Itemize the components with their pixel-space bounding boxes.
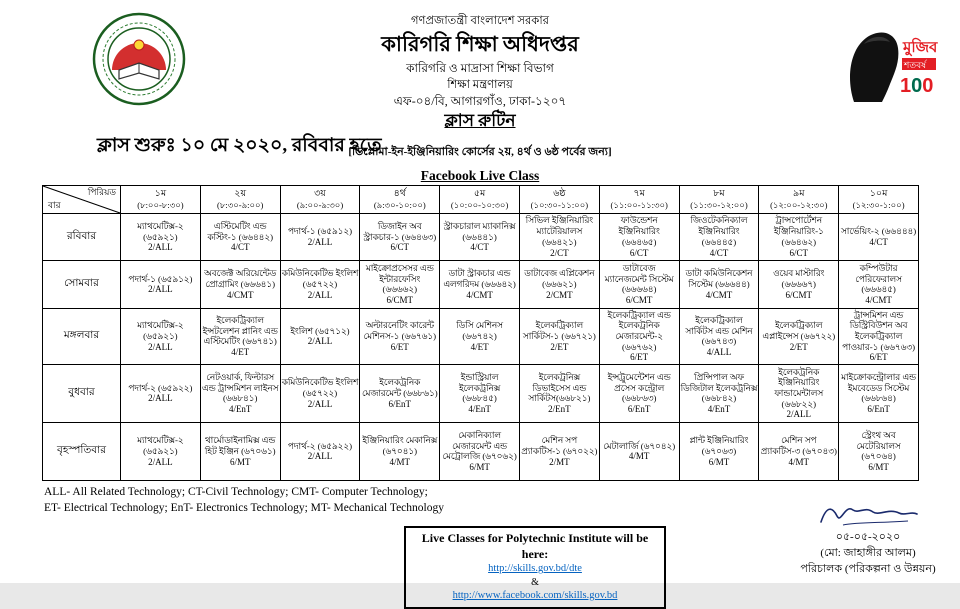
period-header-cell: [599, 186, 679, 214]
class-subject: ইলেকট্রিক্যাল ইন্সটলেশন প্লানিং এন্ড এস্টিমেটিং (৬৬৭৪১): [202, 314, 278, 347]
period-header-cell: [360, 186, 440, 214]
period-time: (১০:০০-১০:৩০): [450, 200, 509, 211]
period-time: (৮:৩০-৯:০০): [217, 200, 264, 211]
class-group: 4/CT: [709, 247, 729, 258]
class-group: 6/ET: [630, 352, 649, 363]
period-header-cell: [280, 186, 360, 214]
period-name: ১০ম: [869, 188, 888, 199]
class-group: 2/ALL: [307, 451, 333, 462]
class-group: 2/ALL: [307, 398, 333, 409]
routine-table: [42, 185, 919, 481]
period-name: ৩য়: [314, 188, 326, 199]
period-name: ৯ম: [793, 188, 805, 199]
period-time: (১০:৩০-১১:০০): [530, 200, 589, 211]
class-subject: মেটালার্জি (৬৭০৪২): [603, 440, 676, 451]
signatory-designation: পরিচালক (পরিকল্পনা ও উন্নয়ন): [800, 562, 936, 575]
class-cell: [839, 423, 919, 481]
class-cell: [599, 214, 679, 261]
day-cell: বুধবার: [43, 365, 121, 423]
class-subject: প্রিন্সিপাল অফ ডিজিটাল ইলেকট্রনিক্স (৬৬৮৪২): [680, 371, 758, 404]
day-row: [43, 261, 919, 309]
class-cell: [280, 214, 360, 261]
class-cell: [759, 214, 839, 261]
class-cell: [360, 365, 440, 423]
class-group: 6/MT: [708, 456, 730, 467]
class-subject: ইন্ডাস্ট্রিয়াল ইলেকট্রনিক্স (৬৬৮৪৫): [458, 371, 501, 404]
class-subject: ডাটা স্ট্রাকচার এন্ড এলগরিদম (৬৬৬৪২): [443, 268, 516, 290]
class-group: 4/CMT: [466, 289, 493, 300]
class-subject: জিওটেকনিক্যাল ইঞ্জিনিয়ারিং (৬৬৪৪৫): [690, 215, 748, 247]
class-cell: [360, 423, 440, 481]
class-group: 2/ALL: [786, 409, 812, 420]
class-subject: অবজেক্ট অরিয়েন্টেড প্রোগ্রামিং (৬৬৬৪১): [204, 268, 277, 290]
class-cell: [121, 261, 201, 309]
class-cell: [679, 309, 759, 365]
class-group: 6/CT: [789, 247, 809, 258]
class-subject: ডাটাবেজ ম্যানেজমেন্ট সিস্টেম (৬৬৬৬৪): [604, 262, 674, 295]
class-cell: [599, 261, 679, 309]
period-time: (১১:৩০-১২:০০): [690, 200, 748, 211]
class-subject: ম্যাথমেটিক্স-২ (৬৫৯২১): [137, 320, 184, 342]
class-group: 2/ET: [550, 341, 569, 352]
class-subject: মেকানিক্যাল মেজারমেন্ট এন্ড মেট্রোলজি (৬৭০৬২): [442, 429, 517, 462]
class-group: 4/MT: [788, 456, 810, 467]
class-group: 4/CMT: [705, 289, 733, 300]
class-subject: ট্রান্সপোর্টেশন ইঞ্জিনিয়ারিং-১ (৬৬৪৬২): [773, 215, 824, 247]
class-cell: [599, 423, 679, 481]
gov-line-3: কারিগরি ও মাদ্রাসা শিক্ষা বিভাগ: [406, 61, 554, 76]
class-cell: [839, 261, 919, 309]
day-row: [43, 309, 919, 365]
class-subject: ম্যাথমেটিক্স-২ (৬৫৯২১): [137, 435, 184, 457]
class-cell: [200, 214, 280, 261]
facebook-live-label: Facebook Live Class: [420, 168, 540, 183]
class-subject: পদার্থ-২ (৬৫৯২২): [128, 382, 193, 393]
gov-header: [0, 14, 960, 109]
class-group: 6/MT: [229, 456, 251, 467]
class-subject: সিভিল ইঞ্জিনিয়ারিং ম্যাটেরিয়ালস (৬৬৪২১): [525, 215, 594, 247]
class-subject: মাইক্রোকন্ট্রোলার এন্ড ইমবেডেড সিস্টেম (৬৬৮৬৪): [841, 371, 917, 404]
class-cell: [200, 309, 280, 365]
class-cell: [519, 365, 599, 423]
legend-line-2: ET- Electrical Technology; EnT- Electronics Technology; MT- Mechanical Technology: [44, 502, 444, 515]
technology-legend: [44, 484, 444, 516]
class-group: 6/EnT: [867, 404, 890, 415]
class-group: 4/MT: [389, 456, 411, 467]
class-group: 6/ET: [390, 341, 409, 352]
period-name: ৭ম: [633, 188, 645, 199]
class-group: 2/ALL: [307, 236, 333, 247]
period-time: (৯:০০-৯:৩০): [296, 200, 344, 211]
class-group: 4/EnT: [707, 404, 731, 415]
class-subject: ইলেকট্রনিক মেজারমেন্ট (৬৬৮৬১): [361, 377, 438, 399]
class-cell: [200, 261, 280, 309]
class-group: 4/MT: [628, 451, 650, 462]
class-subject: সার্ভেয়িং-২ (৬৬৪৪৪): [840, 226, 917, 237]
period-header-cell: [200, 186, 280, 214]
class-subject: ইলেকট্রিক্যাল এপ্লাইন্সেস (৬৬৭২২): [762, 320, 836, 342]
period-header-cell: [121, 186, 201, 214]
class-cell: [360, 214, 440, 261]
period-name: ৪র্থ: [393, 188, 406, 199]
class-cell: [519, 261, 599, 309]
class-cell: [759, 261, 839, 309]
svg-text:100: 100: [900, 75, 934, 97]
class-cell: [519, 214, 599, 261]
class-subject: ডিজাইন অব স্ট্রাকচার-১ (৬৬৪৬৩): [363, 220, 437, 242]
class-cell: [519, 309, 599, 365]
period-time: (১২:৩০-১:০০): [852, 200, 905, 211]
class-group: 6/CT: [629, 247, 649, 258]
class-cell: [280, 423, 360, 481]
class-subject: মেশিন সপ প্র্যাকটিস-৩ (৬৭০৪৩): [760, 435, 837, 457]
class-subject: অল্টারনেটিং কারেন্ট মেশিনস-১ (৬৬৭৬১): [363, 320, 437, 342]
class-group: 2/EnT: [548, 404, 571, 415]
skills-dte-link[interactable]: http://skills.gov.bd/dte: [488, 563, 582, 575]
period-name: ৬ষ্ঠ: [553, 188, 566, 199]
class-group: 4/CT: [869, 236, 888, 247]
day-cell: রবিবার: [43, 214, 121, 261]
class-subject: এস্টিমেটিং এন্ড কস্টিং-১ (৬৬৪৪২): [207, 220, 274, 242]
class-group: 6/CMT: [386, 295, 414, 306]
gov-line-4: শিক্ষা মন্ত্রণালয়: [447, 78, 513, 91]
class-cell: [360, 309, 440, 365]
class-subject: ইলেকট্রিক্যাল সার্কিটস এন্ড মেশিন (৬৬৭৪৩): [685, 314, 753, 347]
signatory-name: (মো: জাহাঙ্গীর আলম): [820, 546, 916, 559]
class-subject: ওয়েব মাস্টারিং (৬৬৬৬৭): [773, 268, 825, 290]
class-cell: [440, 365, 520, 423]
class-subject: ইলেকট্রিক্যাল এন্ড ইলেকট্রনিক মেজারমেন্ট-২ (৬৬৭৬২): [607, 309, 671, 352]
gov-address: এফ-০৪/বি, আগারগাঁও, ঢাকা-১২০৭: [393, 93, 567, 108]
class-subject: ইংলিশ (৬৫৭১২): [290, 325, 350, 336]
class-cell: [759, 423, 839, 481]
class-subject: কম্পিউটার পেরিফেরালস (৬৬৬৪৫): [855, 262, 902, 295]
legend-line-1: ALL- All Related Technology; CT-Civil Technology; CMT- Computer Technology;: [44, 486, 428, 498]
class-group: 4/EnT: [228, 404, 252, 415]
period-header-cell: [839, 186, 919, 214]
class-group: 6/EnT: [388, 398, 412, 409]
class-cell: [360, 261, 440, 309]
day-cell: সোমবার: [43, 261, 121, 309]
day-row: [43, 365, 919, 423]
period-time: (৯:৩০-১০:০০): [373, 200, 426, 211]
corner-period-label: পিরিয়ড: [87, 187, 116, 197]
class-cell: [839, 309, 919, 365]
class-group: 2/CMT: [546, 289, 573, 300]
class-group: 4/CT: [470, 242, 489, 253]
signature-block: [782, 498, 954, 578]
class-cell: [121, 365, 201, 423]
class-subject: ইলেকট্রনিক্স ডিভাইসেস এন্ড সার্কিটস(৬৬৮২১): [528, 371, 591, 404]
gov-line-1: গণপ্রজাতন্ত্রী বাংলাদেশ সরকার: [410, 15, 550, 27]
class-group: 2/ALL: [307, 289, 333, 300]
class-cell: [839, 365, 919, 423]
class-subject: নেটওয়ার্ক, ফিল্টারস এন্ড ট্রান্সমিশন লাইনস (৬৬৮৪১): [201, 371, 279, 404]
class-subject: স্ট্রাকচারাল ম্যাকানিক্স (৬৬৪৪১): [443, 220, 516, 242]
class-subject: ম্যাথমেটিক্স-২ (৬৫৯২১): [137, 220, 184, 242]
class-cell: [599, 309, 679, 365]
class-group: 2/ALL: [148, 341, 173, 352]
class-cell: [679, 365, 759, 423]
class-cell: [121, 309, 201, 365]
corner-day-label: বার: [48, 200, 61, 211]
period-time: (১২:০০-১২:৩০): [770, 200, 828, 211]
routine-title: ক্লাস রুটিন: [444, 111, 516, 130]
class-subject: মেশিন সপ প্র্যাকটিস-১ (৬৭০২২): [521, 435, 598, 457]
class-cell: [679, 423, 759, 481]
class-subject: ডাটাবেজ এপ্লিকেশন (৬৬৬২১): [524, 268, 595, 290]
course-note: [ডিপ্লোমা-ইন-ইঞ্জিনিয়ারিং কোর্সের ২য়, ৪র্থ ও ৬ষ্ঠ পর্বের জন্য]: [348, 146, 612, 158]
class-subject: ইন্সট্রুমেন্টেশন এন্ড প্রসেস কন্ট্রোল (৬৬৮৬৩): [607, 371, 671, 404]
class-group: 4/ET: [470, 341, 489, 352]
ampersand-text: &: [531, 576, 539, 588]
class-subject: ইলেকট্রনিক ইঞ্জিনিয়ারিং ফান্ডামেন্টালস (৬৬৮২২): [774, 366, 824, 409]
class-cell: [440, 261, 520, 309]
class-cell: [121, 214, 201, 261]
live-classes-title: Live Classes for Polytechnic Institute will be here:: [421, 531, 649, 561]
class-group: 2/ALL: [307, 336, 333, 347]
class-cell: [440, 423, 520, 481]
class-group: 4/ALL: [706, 347, 732, 358]
day-cell: বৃহস্পতিবার: [43, 423, 121, 481]
class-subject: ডাটা কমিউনিকেশন সিস্টেম (৬৬৬৪৪): [685, 268, 753, 290]
class-cell: [280, 309, 360, 365]
class-cell: [839, 214, 919, 261]
day-row: [43, 214, 919, 261]
facebook-skills-link[interactable]: http://www.facebook.com/skills.gov.bd: [452, 589, 618, 601]
period-header-cell: [440, 186, 520, 214]
class-subject: ডিসি মেশিনস (৬৬৭৪২): [456, 320, 503, 342]
period-header-cell: [519, 186, 599, 214]
class-group: 2/ALL: [148, 284, 173, 295]
directorate-title: কারিগরি শিক্ষা অধিদপ্তর: [381, 31, 579, 56]
class-cell: [280, 261, 360, 309]
day-cell: মঙ্গলবার: [43, 309, 121, 365]
class-subject: কমিউনিকেটিভ ইংলিশ (৬৫৭২২): [281, 268, 359, 290]
class-subject: ফাউন্ডেশন ইঞ্জিনিয়ারিং (৬৬৪৬৫): [618, 215, 660, 247]
period-time: (৮:০০-৮:৩০): [137, 200, 184, 211]
class-cell: [440, 309, 520, 365]
class-cell: [440, 214, 520, 261]
class-group: 4/ET: [231, 347, 250, 358]
class-group: 6/ET: [869, 352, 888, 363]
class-subject: কমিউনিকেটিভ ইংলিশ (৬৫৭২২): [281, 377, 359, 399]
signature-date: ০৫-০৫-২০২০: [835, 531, 901, 543]
class-cell: [200, 365, 280, 423]
class-cell: [280, 365, 360, 423]
class-cell: [759, 309, 839, 365]
class-cell: [121, 423, 201, 481]
corner-cell: [43, 186, 121, 214]
class-group: 2/ALL: [148, 456, 173, 467]
period-name: ৮ম: [713, 188, 725, 199]
class-subject: মাইক্রোপ্রসেসর এন্ড ইন্টারফেসিং (৬৬৬৬২): [365, 262, 434, 295]
class-group: 2/MT: [549, 456, 570, 467]
svg-text:শতবর্ষ: শতবর্ষ: [904, 60, 927, 70]
period-header-cell: [679, 186, 759, 214]
class-group: 2/ALL: [148, 242, 173, 253]
class-cell: [679, 261, 759, 309]
period-time: (১১:০০-১১:৩০): [610, 200, 668, 211]
live-classes-box: [404, 526, 666, 609]
signature-icon: [813, 498, 923, 530]
class-subject: স্ট্রেংথ অব মেটেরিয়ালস (৬৭০৬৪): [856, 429, 901, 462]
period-name: ১ম: [154, 188, 167, 199]
class-cell: [200, 423, 280, 481]
period-name: ২য়: [234, 188, 247, 199]
class-subject: ইঞ্জিনিয়ারিং মেকানিক্স (৬৭০৪১): [362, 435, 438, 457]
class-start-note: ক্লাস শুরুঃ ১০ মে ২০২০, রবিবার হতে: [97, 135, 382, 156]
class-group: 4/CMT: [226, 289, 254, 300]
class-group: 4/CMT: [865, 295, 892, 306]
period-name: ৫ম: [473, 188, 486, 199]
class-subject: প্লান্ট ইঞ্জিনিয়ারিং (৬৭০৬৩): [689, 435, 749, 457]
class-group: 2/ALL: [148, 393, 173, 404]
class-subject: ট্রান্সমিশন এন্ড ডিস্ট্রিবিউশন অব ইলেকট্রিক্যাল পাওয়ার-১ (৬৬৭৬৩): [842, 309, 916, 352]
class-group: 6/CT: [390, 242, 410, 253]
class-group: 4/CT: [230, 242, 250, 253]
class-group: 6/MT: [868, 462, 889, 473]
class-subject: থার্মোডাইনামিক্স এন্ড হিট ইঞ্জিন (৬৭০৬১): [204, 435, 276, 457]
class-subject: পদার্থ-১ (৬৫৯১২): [287, 226, 353, 237]
class-cell: [679, 214, 759, 261]
class-group: 6/CMT: [785, 289, 813, 300]
svg-text:মুজিব: মুজিব: [903, 40, 938, 56]
class-group: 4/EnT: [468, 404, 491, 415]
class-subject: পদার্থ-১ (৬৫৯১২): [128, 273, 193, 284]
class-cell: [759, 365, 839, 423]
class-cell: [599, 365, 679, 423]
class-group: 2/CT: [550, 247, 569, 258]
period-header-cell: [759, 186, 839, 214]
class-group: 6/MT: [469, 462, 490, 473]
class-subject: ইলেকট্রিক্যাল সার্কিটস-১ (৬৬৭২১): [522, 320, 596, 342]
class-group: 6/CMT: [625, 295, 653, 306]
class-group: 2/ET: [789, 341, 808, 352]
class-cell: [519, 423, 599, 481]
class-group: 6/EnT: [627, 404, 651, 415]
class-subject: পদার্থ-২ (৬৫৯২২): [287, 440, 353, 451]
day-row: [43, 423, 919, 481]
